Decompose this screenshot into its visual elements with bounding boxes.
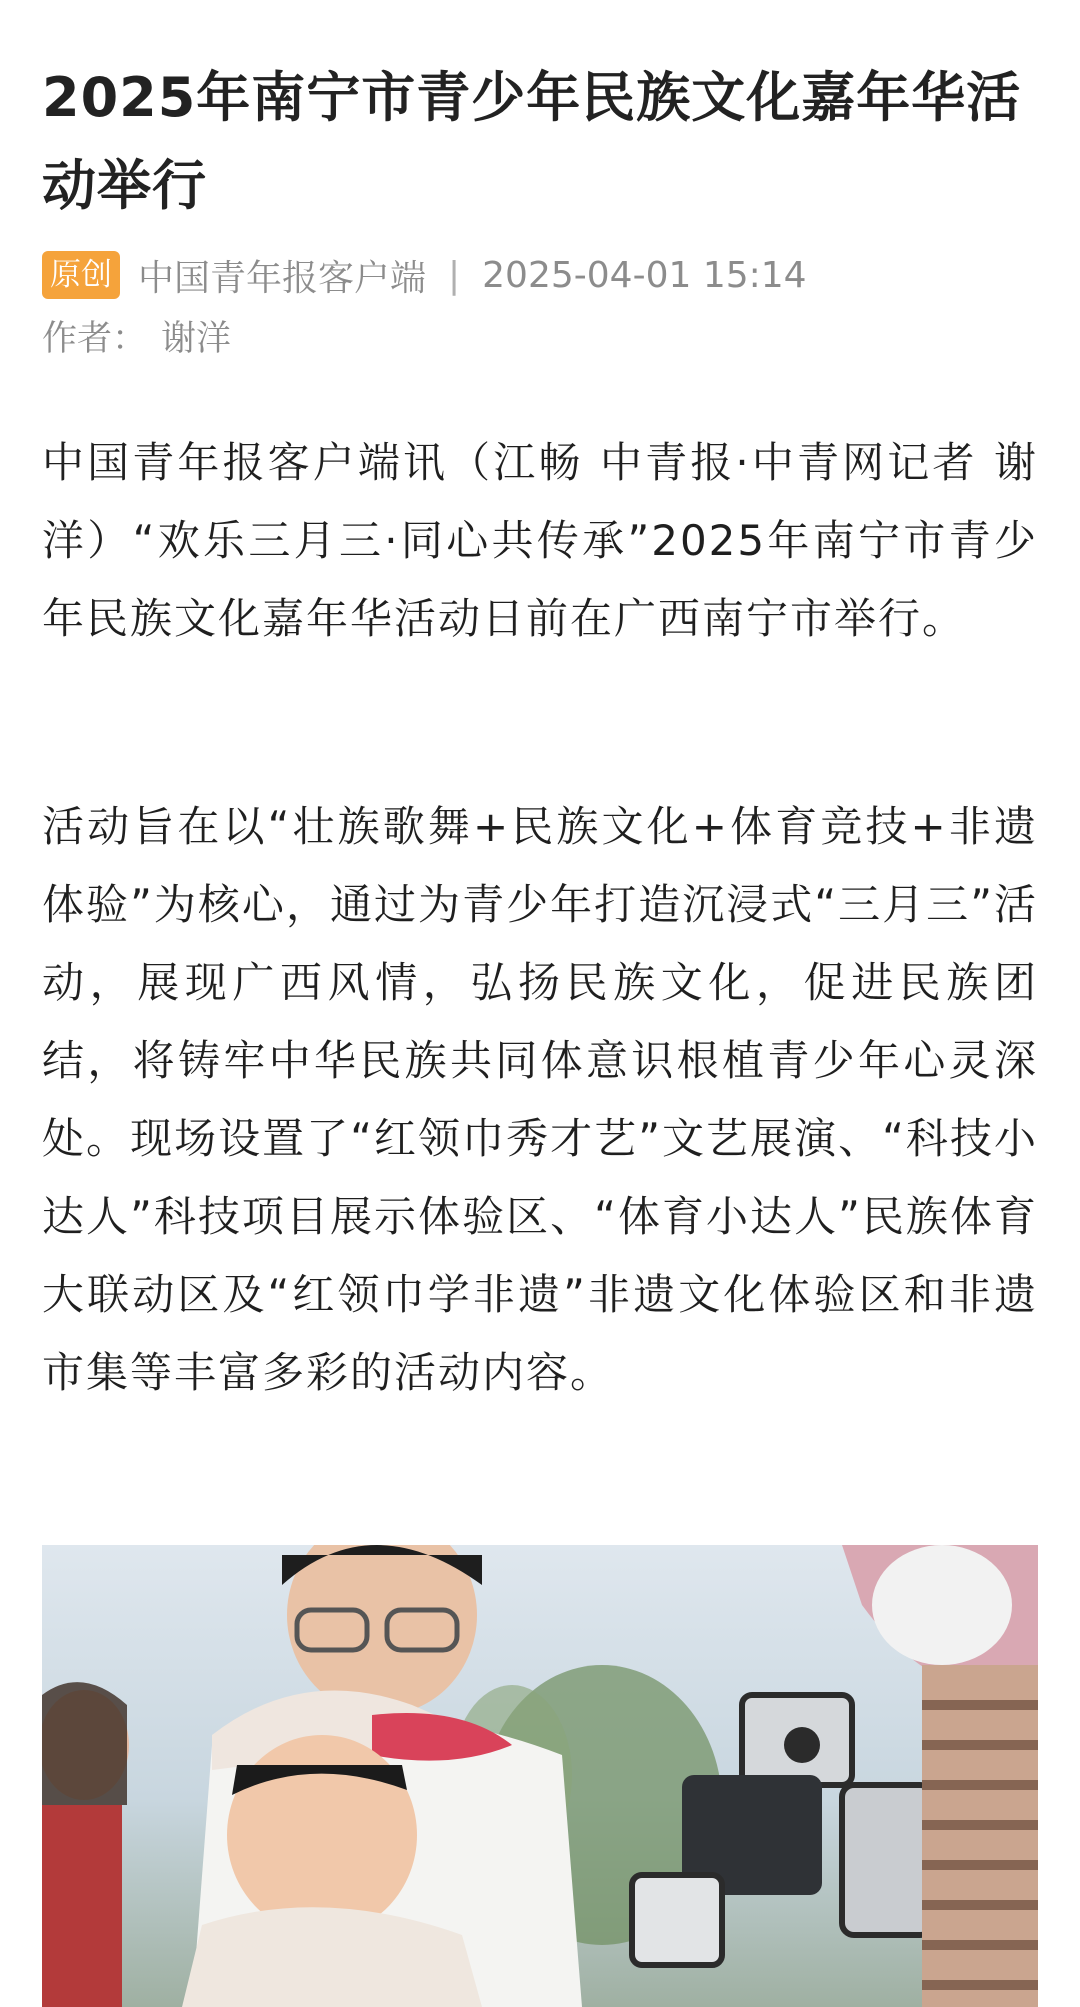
author-label: 作者： bbox=[42, 319, 148, 359]
source-name[interactable]: 中国青年报客户端 bbox=[138, 257, 427, 299]
author-name: 谢洋 bbox=[161, 319, 232, 359]
article-meta bbox=[42, 250, 807, 300]
meta-separator: | bbox=[448, 254, 461, 296]
author-line bbox=[42, 314, 231, 364]
article-title: 2025年南宁市青少年民族文化嘉年华活动举行 bbox=[42, 66, 1022, 217]
article-paragraph: 中国青年报客户端讯（江畅 中青报·中青网记者 谢洋）“欢乐三月三·同心共传承”2025年南宁市青少年民族文化嘉年华活动日前在广西南宁市举行。 bbox=[42, 438, 1038, 643]
article-paragraph: 活动旨在以“壮族歌舞+民族文化+体育竞技+非遗体验”为核心，通过为青少年打造沉浸式“三月三”活动，展现广西风情，弘扬民族文化，促进民族团结，将铸牢中华民族共同体意识根植青少年心灵深处。现场设置了“红领巾秀才艺”文艺展演、“科技小达人”科技项目展示体验区、“体育小达人”民族体育大联动区及“红领巾学非遗”非遗文化体验区和非遗市集等丰富多彩的活动内容。 bbox=[42, 802, 1038, 1397]
publish-datetime: 2025-04-01 15:14 bbox=[482, 254, 807, 296]
photo-illustration bbox=[42, 1545, 1038, 2007]
original-badge: 原创 bbox=[42, 251, 120, 299]
article-photo[interactable] bbox=[42, 1545, 1038, 2007]
